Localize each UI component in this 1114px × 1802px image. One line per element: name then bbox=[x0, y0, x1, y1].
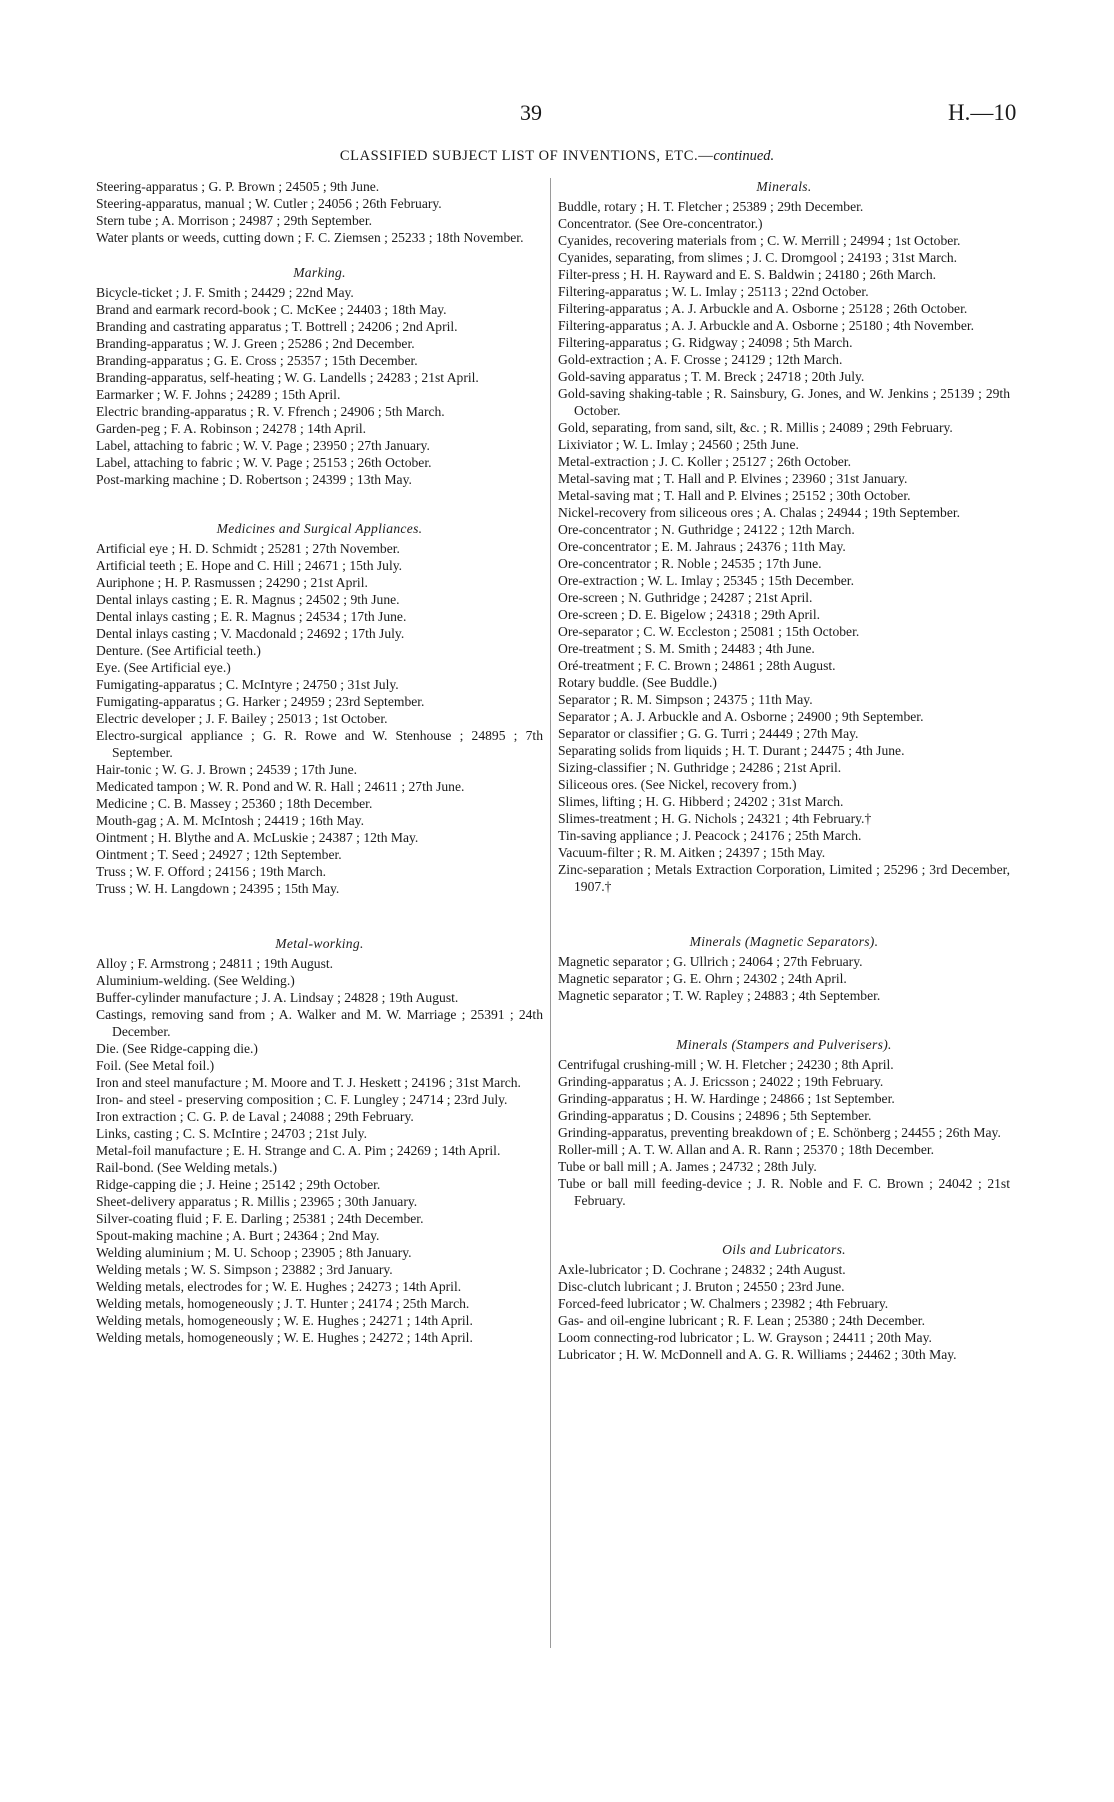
invention-entry: Gold, separating, from sand, silt, &c. ; R. Millis ; 24089 ; 29th February. bbox=[558, 420, 953, 435]
invention-entry: Ridge-capping die ; J. Heine ; 25142 ; 29th October. bbox=[96, 1177, 381, 1192]
invention-entry: Centrifugal crushing-mill ; W. H. Fletcher ; 24230 ; 8th April. bbox=[558, 1057, 894, 1072]
invention-entry: Sheet-delivery apparatus ; R. Millis ; 23965 ; 30th January. bbox=[96, 1194, 418, 1209]
page-number: 39 bbox=[520, 100, 542, 125]
invention-entry: Rotary buddle. (See Buddle.) bbox=[558, 675, 717, 690]
invention-entry: Slimes-treatment ; H. G. Nichols ; 24321 ; 4th February.† bbox=[558, 811, 872, 826]
invention-entry: Ore-concentrator ; E. M. Jahraus ; 24376 ; 11th May. bbox=[558, 539, 846, 554]
invention-entry: Lubricator ; H. W. McDonnell and A. G. R. Williams ; 24462 ; 30th May. bbox=[558, 1347, 957, 1362]
section-oils-and-lubricators bbox=[558, 1241, 1010, 1363]
invention-entry: Separator ; A. J. Arbuckle and A. Osborne ; 24900 ; 9th September. bbox=[558, 709, 924, 724]
section-title: Minerals (Magnetic Separators). bbox=[689, 934, 879, 949]
invention-entry: Ore-extraction ; W. L. Imlay ; 25345 ; 15th December. bbox=[558, 573, 854, 588]
invention-entry: Die. (See Ridge-capping die.) bbox=[96, 1041, 258, 1056]
invention-entry: Ore-separator ; C. W. Eccleston ; 25081 ; 15th October. bbox=[558, 624, 860, 639]
invention-entry: Sizing-classifier ; N. Guthridge ; 24286 ; 21st April. bbox=[558, 760, 842, 775]
invention-entry: Spout-making machine ; A. Burt ; 24364 ; 2nd May. bbox=[96, 1228, 380, 1243]
invention-entry: Bicycle-ticket ; J. F. Smith ; 24429 ; 22nd May. bbox=[96, 285, 354, 300]
invention-entry: Disc-clutch lubricant ; J. Bruton ; 24550 ; 23rd June. bbox=[558, 1279, 845, 1294]
invention-entry: Metal-foil manufacture ; E. H. Strange and C. A. Pim ; 24269 ; 14th April. bbox=[96, 1143, 501, 1158]
invention-entry: Medicated tampon ; W. R. Pond and W. R. Hall ; 24611 ; 27th June. bbox=[96, 779, 465, 794]
section-title: Oils and Lubricators. bbox=[722, 1242, 846, 1257]
invention-entry: Nickel-recovery from siliceous ores ; A. Chalas ; 24944 ; 19th September. bbox=[558, 505, 961, 520]
invention-entry: Gold-saving shaking-table ; R. Sainsbury, G. Jones, and W. Jenkins ; 25139 ; 29th October. bbox=[558, 386, 1010, 418]
invention-entry: Filtering-apparatus ; A. J. Arbuckle and A. Osborne ; 25128 ; 26th October. bbox=[558, 301, 968, 316]
invention-entry: Separator ; R. M. Simpson ; 24375 ; 11th May. bbox=[558, 692, 813, 707]
invention-entry: Separator or classifier ; G. G. Turri ; 24449 ; 27th May. bbox=[558, 726, 859, 741]
invention-entry: Electric developer ; J. F. Bailey ; 25013 ; 1st October. bbox=[96, 711, 388, 726]
invention-entry: Label, attaching to fabric ; W. V. Page ; 25153 ; 26th October. bbox=[96, 455, 432, 470]
section-gap bbox=[96, 246, 543, 264]
invention-entry: Magnetic separator ; G. E. Ohrn ; 24302 ; 24th April. bbox=[558, 971, 847, 986]
invention-entry: Tin-saving appliance ; J. Peacock ; 24176 ; 25th March. bbox=[558, 828, 862, 843]
invention-entry: Artificial teeth ; E. Hope and C. Hill ; 24671 ; 15th July. bbox=[96, 558, 403, 573]
invention-entry: Earmarker ; W. F. Johns ; 24289 ; 15th April. bbox=[96, 387, 341, 402]
invention-entry: Fumigating-apparatus ; G. Harker ; 24959 ; 23rd September. bbox=[96, 694, 425, 709]
invention-entry: Water plants or weeds, cutting down ; F. C. Ziemsen ; 25233 ; 18th November. bbox=[96, 230, 524, 245]
header-title: CLASSIFIED SUBJECT LIST OF INVENTIONS, ETC.— bbox=[339, 148, 714, 164]
invention-entry: Links, casting ; C. S. McIntire ; 24703 ; 21st July. bbox=[96, 1126, 367, 1141]
invention-entry: Branding-apparatus, self-heating ; W. G. Landells ; 24283 ; 21st April. bbox=[96, 370, 479, 385]
invention-entry: Aluminium-welding. (See Welding.) bbox=[96, 973, 295, 988]
invention-entry: Filter-press ; H. H. Rayward and E. S. Baldwin ; 24180 ; 26th March. bbox=[558, 267, 937, 282]
invention-entry: Gas- and oil-engine lubricant ; R. F. Lean ; 25380 ; 24th December. bbox=[558, 1313, 925, 1328]
section-untitled bbox=[96, 178, 543, 246]
invention-entry: Cyanides, recovering materials from ; C. W. Merrill ; 24994 ; 1st October. bbox=[558, 233, 961, 248]
invention-entry: Branding and castrating apparatus ; T. Bottrell ; 24206 ; 2nd April. bbox=[96, 319, 458, 334]
invention-entry: Metal-saving mat ; T. Hall and P. Elvines ; 23960 ; 31st January. bbox=[558, 471, 908, 486]
invention-entry: Concentrator. (See Ore-concentrator.) bbox=[558, 216, 763, 231]
right-column bbox=[558, 178, 1010, 1363]
invention-entry: Welding metals, homogeneously ; J. T. Hunter ; 24174 ; 25th March. bbox=[96, 1296, 470, 1311]
section-gap bbox=[558, 1004, 1010, 1036]
invention-entry: Vacuum-filter ; R. M. Aitken ; 24397 ; 15th May. bbox=[558, 845, 826, 860]
invention-entry: Metal-saving mat ; T. Hall and P. Elvines ; 25152 ; 30th October. bbox=[558, 488, 911, 503]
invention-entry: Denture. (See Artificial teeth.) bbox=[96, 643, 261, 658]
invention-entry: Filtering-apparatus ; G. Ridgway ; 24098 ; 5th March. bbox=[558, 335, 853, 350]
invention-entry: Branding-apparatus ; G. E. Cross ; 25357 ; 15th December. bbox=[96, 353, 418, 368]
invention-entry: Label, attaching to fabric ; W. V. Page ; 23950 ; 27th January. bbox=[96, 438, 430, 453]
section-title: Minerals (Stampers and Pulverisers). bbox=[676, 1037, 892, 1052]
invention-entry: Axle-lubricator ; D. Cochrane ; 24832 ; 24th August. bbox=[558, 1262, 846, 1277]
invention-entry: Branding-apparatus ; W. J. Green ; 25286 ; 2nd December. bbox=[96, 336, 415, 351]
invention-entry: Eye. (See Artificial eye.) bbox=[96, 660, 231, 675]
invention-entry: Iron and steel manufacture ; M. Moore and T. J. Heskett ; 24196 ; 31st March. bbox=[96, 1075, 521, 1090]
invention-entry: Dental inlays casting ; V. Macdonald ; 24692 ; 17th July. bbox=[96, 626, 405, 641]
section-gap bbox=[558, 895, 1010, 933]
invention-entry: Separating solids from liquids ; H. T. Durant ; 24475 ; 4th June. bbox=[558, 743, 905, 758]
invention-entry: Ore-screen ; N. Guthridge ; 24287 ; 21st April. bbox=[558, 590, 813, 605]
invention-entry: Ointment ; H. Blythe and A. McLuskie ; 24387 ; 12th May. bbox=[96, 830, 419, 845]
invention-entry: Artificial eye ; H. D. Schmidt ; 25281 ; 27th November. bbox=[96, 541, 400, 556]
invention-entry: Medicine ; C. B. Massey ; 25360 ; 18th December. bbox=[96, 796, 373, 811]
document-reference: H.—10 bbox=[948, 100, 1017, 125]
invention-entry: Loom connecting-rod lubricator ; L. W. Grayson ; 24411 ; 20th May. bbox=[558, 1330, 932, 1345]
invention-entry: Garden-peg ; F. A. Robinson ; 24278 ; 14th April. bbox=[96, 421, 367, 436]
left-column bbox=[96, 178, 543, 1346]
invention-entry: Foil. (See Metal foil.) bbox=[96, 1058, 215, 1073]
invention-entry: Brand and earmark record-book ; C. McKee ; 24403 ; 18th May. bbox=[96, 302, 447, 317]
invention-entry: Mouth-gag ; A. M. McIntosh ; 24419 ; 16th May. bbox=[96, 813, 364, 828]
invention-entry: Dental inlays casting ; E. R. Magnus ; 24534 ; 17th June. bbox=[96, 609, 407, 624]
invention-entry: Slimes, lifting ; H. G. Hibberd ; 24202 ; 31st March. bbox=[558, 794, 844, 809]
page-header bbox=[0, 148, 1114, 165]
invention-entry: Siliceous ores. (See Nickel, recovery from.) bbox=[558, 777, 797, 792]
invention-entry: Iron extraction ; C. G. P. de Laval ; 24088 ; 29th February. bbox=[96, 1109, 414, 1124]
invention-entry: Steering-apparatus, manual ; W. Cutler ; 24056 ; 26th February. bbox=[96, 196, 442, 211]
invention-entry: Iron- and steel - preserving composition ; C. F. Lungley ; 24714 ; 23rd July. bbox=[96, 1092, 508, 1107]
invention-entry: Electric branding-apparatus ; R. V. Ffrench ; 24906 ; 5th March. bbox=[96, 404, 445, 419]
section-gap bbox=[558, 1209, 1010, 1241]
invention-entry: Silver-coating fluid ; F. E. Darling ; 25381 ; 24th December. bbox=[96, 1211, 424, 1226]
invention-entry: Alloy ; F. Armstrong ; 24811 ; 19th August. bbox=[96, 956, 334, 971]
invention-entry: Tube or ball mill ; A. James ; 24732 ; 28th July. bbox=[558, 1159, 817, 1174]
invention-entry: Grinding-apparatus ; D. Cousins ; 24896 ; 5th September. bbox=[558, 1108, 872, 1123]
invention-entry: Welding metals ; W. S. Simpson ; 23882 ; 3rd January. bbox=[96, 1262, 393, 1277]
header-continued: continued. bbox=[713, 148, 775, 164]
invention-entry: Castings, removing sand from ; A. Walker and M. W. Marriage ; 25391 ; 24th December. bbox=[96, 1007, 543, 1039]
invention-entry: Dental inlays casting ; E. R. Magnus ; 24502 ; 9th June. bbox=[96, 592, 400, 607]
invention-entry: Welding aluminium ; M. U. Schoop ; 23905 ; 8th January. bbox=[96, 1245, 412, 1260]
invention-entry: Welding metals, homogeneously ; W. E. Hughes ; 24271 ; 14th April. bbox=[96, 1313, 473, 1328]
invention-entry: Welding metals, homogeneously ; W. E. Hughes ; 24272 ; 14th April. bbox=[96, 1330, 473, 1345]
invention-entry: Grinding-apparatus ; A. J. Ericsson ; 24022 ; 19th February. bbox=[558, 1074, 884, 1089]
section-gap bbox=[96, 488, 543, 520]
invention-entry: Tube or ball mill feeding-device ; J. R. Noble and F. C. Brown ; 24042 ; 21st February. bbox=[558, 1176, 1010, 1208]
invention-entry: Forced-feed lubricator ; W. Chalmers ; 23982 ; 4th February. bbox=[558, 1296, 889, 1311]
invention-entry: Truss ; W. H. Langdown ; 24395 ; 15th May. bbox=[96, 881, 340, 896]
invention-entry: Gold-saving apparatus ; T. M. Breck ; 24718 ; 20th July. bbox=[558, 369, 865, 384]
invention-entry: Ore-screen ; D. E. Bigelow ; 24318 ; 29th April. bbox=[558, 607, 821, 622]
section-gap bbox=[96, 897, 543, 935]
invention-entry: Auriphone ; H. P. Rasmussen ; 24290 ; 21st April. bbox=[96, 575, 368, 590]
invention-entry: Fumigating-apparatus ; C. McIntyre ; 24750 ; 31st July. bbox=[96, 677, 399, 692]
invention-entry: Ointment ; T. Seed ; 24927 ; 12th September. bbox=[96, 847, 342, 862]
section-minerals bbox=[558, 178, 1010, 895]
section-marking bbox=[96, 264, 543, 488]
section-metal-working bbox=[96, 935, 543, 1346]
invention-entry: Roller-mill ; A. T. W. Allan and A. R. Rann ; 25370 ; 18th December. bbox=[558, 1142, 935, 1157]
invention-entry: Ore-concentrator ; R. Noble ; 24535 ; 17th June. bbox=[558, 556, 822, 571]
invention-entry: Filtering-apparatus ; A. J. Arbuckle and A. Osborne ; 25180 ; 4th November. bbox=[558, 318, 975, 333]
section-title: Medicines and Surgical Appliances. bbox=[216, 521, 423, 536]
invention-entry: Buffer-cylinder manufacture ; J. A. Lindsay ; 24828 ; 19th August. bbox=[96, 990, 459, 1005]
invention-entry: Zinc-separation ; Metals Extraction Corporation, Limited ; 25296 ; 3rd December, 1907.† bbox=[558, 862, 1010, 894]
invention-entry: Oré-treatment ; F. C. Brown ; 24861 ; 28th August. bbox=[558, 658, 836, 673]
invention-entry: Buddle, rotary ; H. T. Fletcher ; 25389 ; 29th December. bbox=[558, 199, 864, 214]
invention-entry: Magnetic separator ; G. Ullrich ; 24064 ; 27th February. bbox=[558, 954, 863, 969]
section-minerals-magnetic-separators bbox=[558, 933, 1010, 1004]
invention-entry: Magnetic separator ; T. W. Rapley ; 24883 ; 4th September. bbox=[558, 988, 881, 1003]
invention-entry: Stern tube ; A. Morrison ; 24987 ; 29th September. bbox=[96, 213, 373, 228]
section-title: Minerals. bbox=[756, 179, 812, 194]
section-minerals-stampers-and-pulverisers bbox=[558, 1036, 1010, 1209]
invention-entry: Filtering-apparatus ; W. L. Imlay ; 25113 ; 22nd October. bbox=[558, 284, 869, 299]
invention-entry: Lixiviator ; W. L. Imlay ; 24560 ; 25th June. bbox=[558, 437, 799, 452]
section-title: Marking. bbox=[293, 265, 346, 280]
invention-entry: Grinding-apparatus ; H. W. Hardinge ; 24866 ; 1st September. bbox=[558, 1091, 895, 1106]
section-medicines-and-surgical-appliances bbox=[96, 520, 543, 897]
invention-entry: Gold-extraction ; A. F. Crosse ; 24129 ; 12th March. bbox=[558, 352, 843, 367]
invention-entry: Electro-surgical appliance ; G. R. Rowe and W. Stenhouse ; 24895 ; 7th September. bbox=[96, 728, 543, 760]
invention-entry: Steering-apparatus ; G. P. Brown ; 24505 ; 9th June. bbox=[96, 179, 380, 194]
invention-entry: Post-marking machine ; D. Robertson ; 24399 ; 13th May. bbox=[96, 472, 412, 487]
invention-entry: Ore-treatment ; S. M. Smith ; 24483 ; 4th June. bbox=[558, 641, 815, 656]
invention-entry: Metal-extraction ; J. C. Koller ; 25127 ; 26th October. bbox=[558, 454, 851, 469]
invention-entry: Rail-bond. (See Welding metals.) bbox=[96, 1160, 277, 1175]
invention-entry: Cyanides, separating, from slimes ; J. C. Dromgool ; 24193 ; 31st March. bbox=[558, 250, 958, 265]
invention-entry: Hair-tonic ; W. G. J. Brown ; 24539 ; 17th June. bbox=[96, 762, 358, 777]
invention-entry: Ore-concentrator ; N. Guthridge ; 24122 ; 12th March. bbox=[558, 522, 855, 537]
column-divider bbox=[550, 178, 551, 1648]
invention-entry: Grinding-apparatus, preventing breakdown of ; E. Schönberg ; 24455 ; 26th May. bbox=[558, 1125, 1001, 1140]
invention-entry: Welding metals, electrodes for ; W. E. Hughes ; 24273 ; 14th April. bbox=[96, 1279, 462, 1294]
section-title: Metal-working. bbox=[275, 936, 364, 951]
invention-entry: Truss ; W. F. Offord ; 24156 ; 19th March. bbox=[96, 864, 327, 879]
